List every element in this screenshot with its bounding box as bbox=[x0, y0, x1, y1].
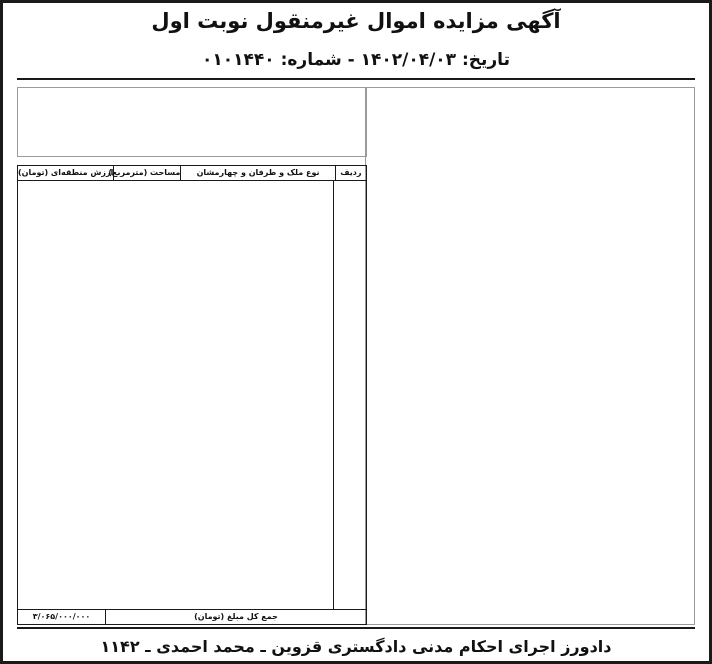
table-total-row bbox=[18, 609, 366, 624]
header-value: ارزش منطقه‌ای (تومان) bbox=[18, 168, 114, 177]
notice-date: تاریخ: ۱۴۰۲/۰۴/۰۳ - شماره: ۰۱۰۱۴۴۰ bbox=[202, 50, 510, 70]
table-header bbox=[18, 166, 366, 181]
header-area: مساحت (مترمربع) bbox=[113, 166, 180, 180]
total-value: ۳/۰۶۵/۰۰۰/۰۰۰ bbox=[32, 612, 91, 621]
notice-title: آگهی مزایده اموال غیرمنقول نوبت اول bbox=[151, 9, 561, 33]
signature-line: دادورز اجرای احکام مدنی دادگستری قزوین ـ محمد احمدی ـ ۱۱۴۲ bbox=[100, 637, 612, 656]
property-table bbox=[17, 165, 367, 625]
header-property-type: نوع ملک و طرفان و چهارمشان bbox=[180, 166, 334, 180]
notice-left-column bbox=[17, 87, 367, 625]
notice-body-column bbox=[365, 87, 695, 625]
notice-left-paragraph bbox=[17, 87, 367, 157]
header-row-number: ردیف bbox=[335, 166, 366, 180]
header-divider bbox=[17, 78, 695, 80]
total-label: جمع کل مبلغ (تومان) bbox=[105, 610, 366, 624]
table-body bbox=[18, 181, 366, 609]
footer-divider bbox=[17, 627, 695, 629]
